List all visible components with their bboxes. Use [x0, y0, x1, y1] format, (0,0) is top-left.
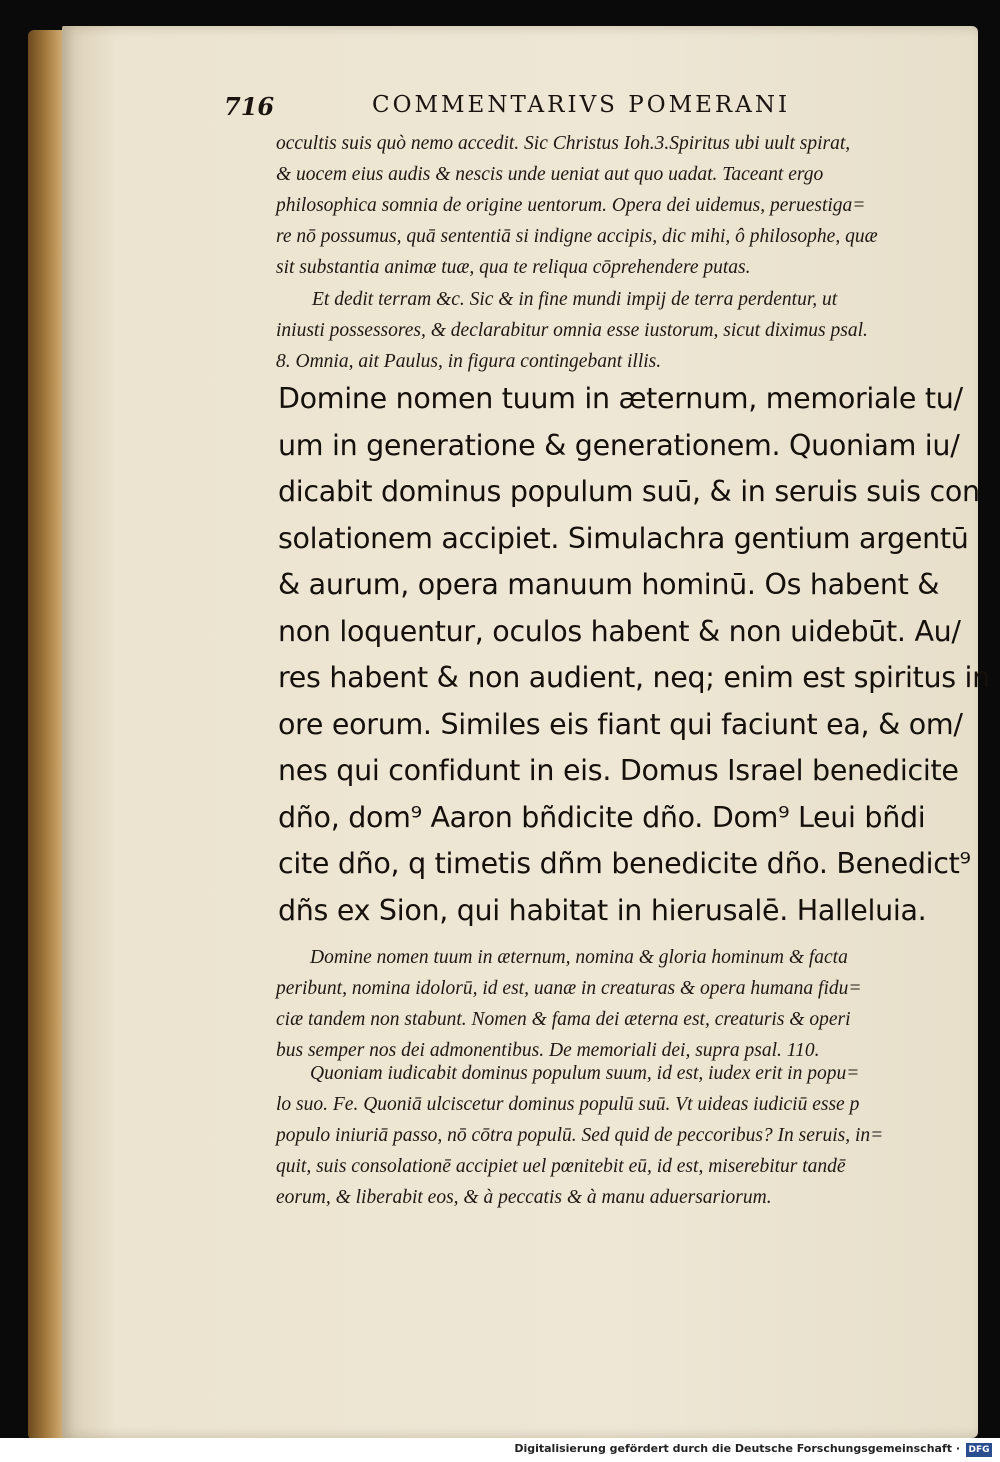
text-line: lo suo. Fe. Quoniā ulciscetur dominus populū suū. Vt uideas iudiciū esse p: [276, 1094, 860, 1115]
text-line: peribunt, nomina idolorū, id est, uanæ in creaturas & opera humana fidu=: [276, 978, 862, 999]
psalm-line: solationem accipiet. Simulachra gentium argentū: [278, 521, 969, 555]
psalm-line: Domine nomen tuum in æternum, memoriale tu/: [278, 382, 963, 415]
psalm-line: dñs ex Sion, qui habitat in hierusalē. Halleluia.: [278, 893, 927, 927]
text-line: 8. Omnia, ait Paulus, in figura contingebant illis.: [276, 351, 662, 372]
text-line: occultis suis quò nemo accedit. Sic Christus Ioh.3.Spiritus ubi uult spirat,: [276, 133, 851, 154]
commentary-block-4: [276, 1058, 946, 1213]
text-line: philosophica somnia de origine uentorum. Opera dei uidemus, peruestiga=: [276, 195, 866, 216]
psalm-line: non loquentur, oculos habent & non uidebūt. Au/: [278, 614, 961, 648]
text-line: Quoniam iudicabit dominus populum suum, id est, iudex erit in popu=: [310, 1063, 860, 1084]
psalm-line: ore eorum. Similes eis fiant qui faciunt ea, & om/: [278, 707, 963, 741]
funding-credit: Digitalisierung gefördert durch die Deutsche Forschungsgemeinschaft ·: [514, 1442, 960, 1455]
psalm-line: dicabit dominus populum suū, & in seruis suis con: [278, 475, 980, 508]
text-line: ciæ tandem non stabunt. Nomen & fama dei æterna est, creaturis & operi: [276, 1009, 851, 1030]
commentary-block-3: [276, 942, 946, 1066]
psalm-line: cite dño, q timetis dñm benedicite dño. Benedict⁹: [278, 847, 971, 880]
psalm-line: dño, dom⁹ Aaron bñdicite dño. Dom⁹ Leui bñdi: [278, 800, 926, 834]
psalm-line: & aurum, opera manuum hominū. Os habent &: [278, 568, 940, 601]
psalm-line: res habent & non audient, neq; enim est spiritus in: [278, 661, 990, 694]
psalm-line: um in generatione & generationem. Quoniam iu/: [278, 428, 960, 462]
psalm-text: [278, 376, 990, 934]
text-line: Et dedit terram &c. Sic & in fine mundi impij de terra perdentur, ut: [312, 289, 838, 310]
dfg-logo: DFG: [966, 1443, 992, 1457]
running-head: COMMENTARIVS POMERANI: [372, 92, 791, 118]
page-number: 716: [224, 92, 275, 121]
commentary-block-1: [276, 128, 946, 283]
text-line: eorum, & liberabit eos, & à peccatis & à manu aduersariorum.: [276, 1187, 772, 1208]
text-line: populo iniuriā passo, nō cōtra populū. Sed quid de peccoribus? In seruis, in=: [276, 1125, 884, 1146]
digitization-footer: [0, 1438, 1000, 1462]
text-line: re nō possumus, quā sententiā si indigne accipis, dic mihi, ô philosophe, quæ: [276, 226, 878, 247]
text-line: & uocem eius audis & nescis unde ueniat aut quo uadat. Taceant ergo: [276, 164, 824, 185]
page-header: [224, 92, 944, 124]
text-line: bus semper nos dei admonentibus. De memoriali dei, supra psal. 110.: [276, 1040, 820, 1061]
psalm-line: nes qui confidunt in eis. Domus Israel benedicite: [278, 754, 959, 787]
text-line: sit substantia animæ tuæ, qua te reliqua cōprehendere putas.: [276, 257, 751, 278]
text-line: quit, suis consolationē accipiet uel pœnitebit eū, id est, miserebitur tandē: [276, 1156, 846, 1177]
text-line: Domine nomen tuum in æternum, nomina & gloria hominum & facta: [310, 947, 848, 968]
text-line: iniusti possessores, & declarabitur omnia esse iustorum, sicut diximus psal.: [276, 320, 868, 341]
commentary-block-2: [276, 284, 946, 377]
